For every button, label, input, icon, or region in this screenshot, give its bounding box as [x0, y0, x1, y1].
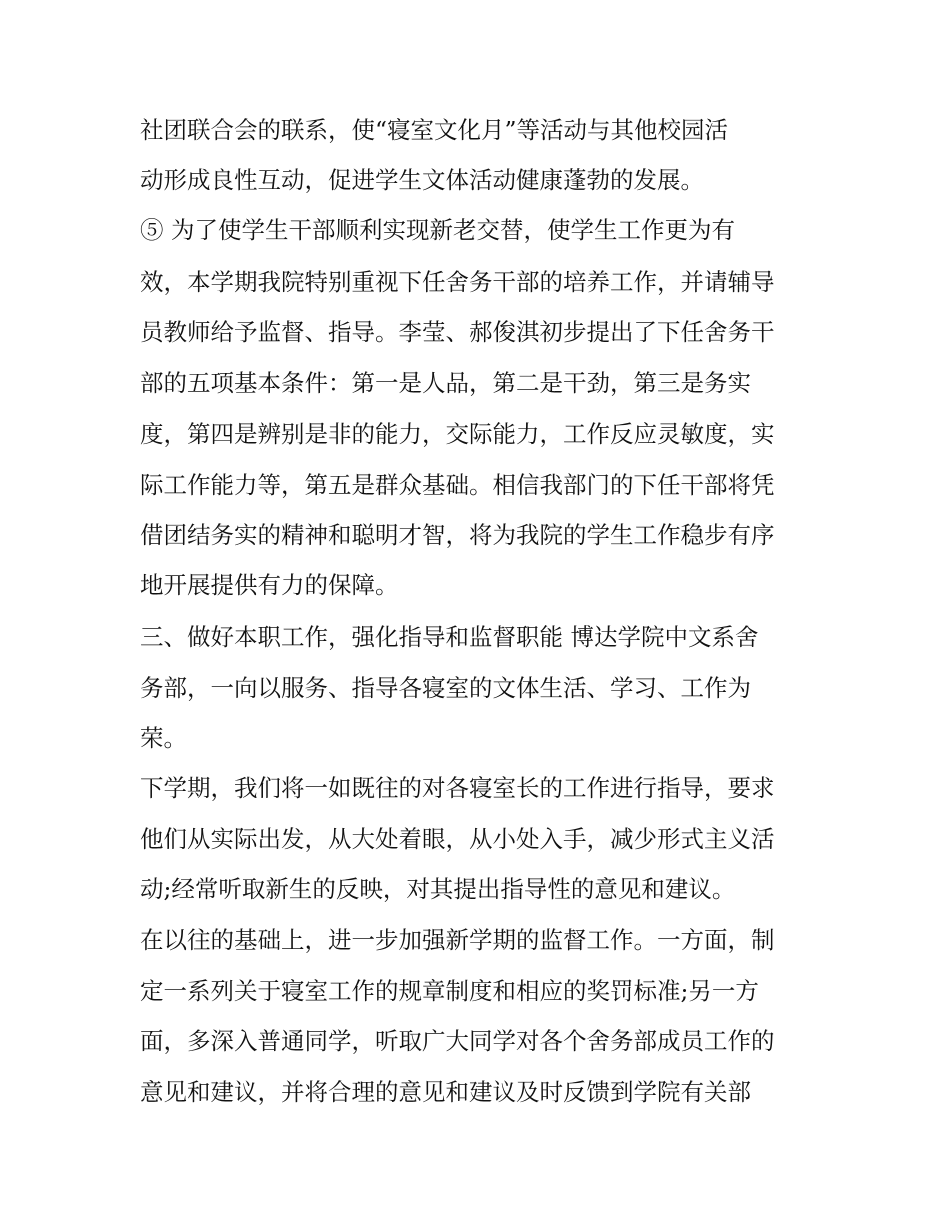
text-line: 员教师给予监督、指导。李莹、郝俊淇初步提出了下任舍务干	[140, 318, 775, 346]
text-line: 下学期，我们将一如既往的对各寝室长的工作进行指导，要求	[140, 774, 775, 802]
text-line: 动形成良性互动，促进学生文体活动健康蓬勃的发展。	[140, 166, 704, 194]
text-line: 荣。	[140, 724, 187, 752]
text-line: 际工作能力等，第五是群众基础。相信我部门的下任干部将凭	[140, 471, 775, 499]
text-line: 面，多深入普通同学，听取广大同学对各个舍务部成员工作的	[140, 1027, 775, 1055]
text-line: ⑤ 为了使学生干部顺利实现新老交替，使学生工作更为有	[140, 216, 735, 244]
text-line: 效，本学期我院特别重视下任舍务干部的培养工作，并请辅导	[140, 268, 775, 296]
text-line: 地开展提供有力的保障。	[140, 571, 399, 599]
text-line: 务部，一向以服务、指导各寝室的文体生活、学习、工作为	[140, 674, 751, 702]
text-line: 动;经常听取新生的反映，对其提出指导性的意见和建议。	[140, 875, 736, 903]
text-line: 三、做好本职工作，强化指导和监督职能 博达学院中文系舍	[140, 623, 759, 651]
text-line: 部的五项基本条件：第一是人品，第二是干劲，第三是务实	[140, 369, 751, 397]
text-line: 社团联合会的联系，使“寝室文化月”等活动与其他校园活	[140, 116, 729, 144]
text-line: 借团结务实的精神和聪明才智，将为我院的学生工作稳步有序	[140, 521, 775, 549]
text-line: 定一系列关于寝室工作的规章制度和相应的奖罚标准;另一方	[140, 977, 759, 1005]
text-line: 他们从实际出发，从大处着眼，从小处入手，减少形式主义活	[140, 825, 775, 853]
text-line: 意见和建议，并将合理的意见和建议及时反馈到学院有关部	[140, 1078, 751, 1106]
text-line: 在以往的基础上，进一步加强新学期的监督工作。一方面，制	[140, 926, 775, 954]
text-line: 度，第四是辨别是非的能力，交际能力，工作反应灵敏度，实	[140, 420, 775, 448]
